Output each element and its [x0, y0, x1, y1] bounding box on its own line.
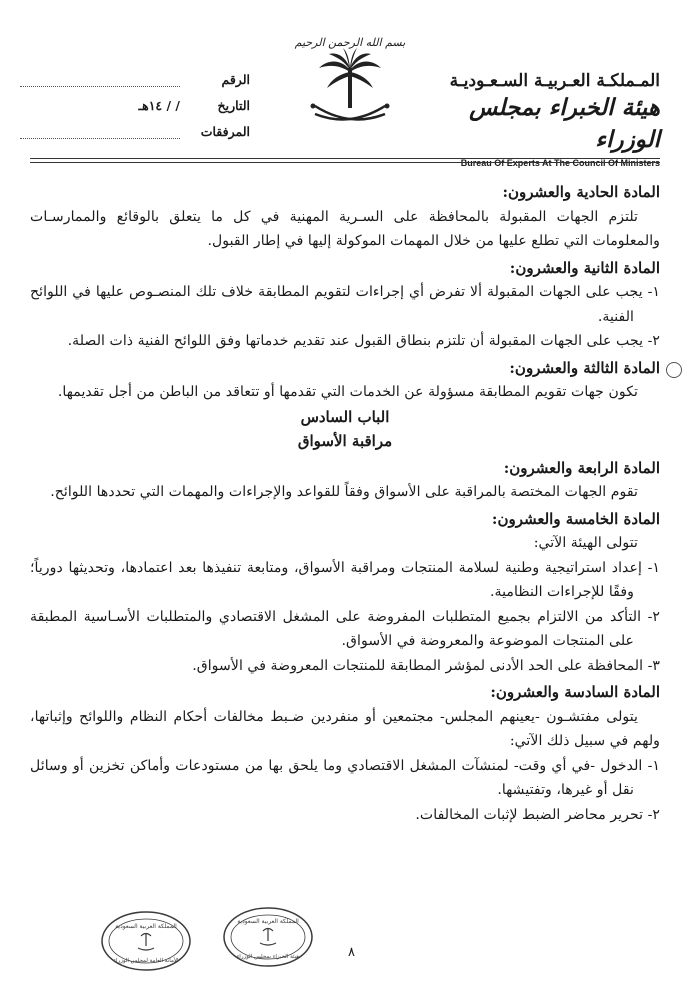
article-22-item-2: ٢- يجب على الجهات المقبولة أن تلتزم بنطاق القبول عند تقديم خدماتها وفق اللوائح الفنية ذات الصلة. [67, 333, 660, 349]
svg-text:الأمانة العامة لمجلس الوزراء: الأمانة العامة لمجلس الوزراء [113, 958, 179, 964]
bureau-seal-icon [222, 906, 314, 968]
saudi-emblem-icon [285, 28, 415, 138]
svg-text:المملكة العربية السعودية: المملكة العربية السعودية [237, 918, 299, 925]
date-label: التاريخ [217, 97, 250, 113]
article-23-title: المادة الثالثة والعشرون: [509, 358, 660, 377]
header-divider [30, 158, 660, 159]
page-number: ٨ [348, 945, 355, 960]
attachments-label: المرفقات [200, 123, 250, 139]
article-26-title: المادة السادسة والعشرون: [490, 683, 660, 701]
bureau-name-ar: هيئة الخبراء بمجلس الوزراء [469, 94, 660, 153]
article-26-item-2: ٢- تحرير محاضر الضبط لإثبات المخالفات. [415, 806, 660, 823]
document-body [30, 178, 660, 827]
ref-label: الرقم [221, 71, 250, 87]
bureau-name-en: Bureau Of Experts At The Council Of Ministers [460, 158, 660, 168]
chapter-title: الباب السادس [300, 407, 390, 426]
article-24-text: تقوم الجهات المختصة بالمراقبة على الأسواق وفقاً للقواعد والإجراءات والمهمات التي تحددها اللوائح. [50, 484, 638, 500]
secretariat-seal-icon [100, 910, 192, 972]
margin-circle-mark [666, 362, 682, 378]
article-25-item-1: ١- إعداد استراتيجية وطنية لسلامة المنتجات ومراقبة الأسواق، ومتابعة تنفيذها بعد اعتمادها، وتحديثها دورياً؛ وفقًا للإجراءات النظامية. [30, 559, 660, 600]
article-24-title: المادة الرابعة والعشرون: [503, 458, 660, 477]
chapter-subtitle: مراقبة الأسواق [297, 432, 393, 450]
svg-text:هيئة الخبراء بمجلس الوزراء: هيئة الخبراء بمجلس الوزراء [236, 954, 300, 960]
article-26-item-1: ١- الدخول -في أي وقت- لمنشآت المشغل الاقتصادي وما يلحق بها من مستودعات وأماكن تخزين أو وسائل نقل أو غيرها، وتفتيشها. [30, 757, 660, 798]
svg-text:المملكة العربية السعودية: المملكة العربية السعودية [115, 923, 177, 930]
article-21-text: تلتزم الجهات المقبولة بالمحافظة على السـرية المهنية في كل ما يتعلق بالوقائع والممارسـات والمعلومات التي تطلع عليها من خلال المهمات الموكولة إليها في إطار القبول. [30, 208, 660, 249]
letterhead [420, 70, 660, 168]
kingdom-name: المـملكـة العـربيـة السـعـوديـة [449, 71, 660, 91]
date-row [20, 92, 250, 118]
attachments-row [20, 118, 250, 144]
ref-row [20, 66, 250, 92]
article-25-title: المادة الخامسة والعشرون: [491, 509, 660, 528]
header-divider-thin [30, 162, 660, 163]
article-25-intro: تتولى الهيئة الآتي: [533, 535, 638, 551]
article-22-item-1: ١- يجب على الجهات المقبولة ألا تفرض أي إجراءات لتقويم المطابقة خلاف تلك المنصـوص عليها في اللوائح الفنية. [30, 284, 660, 325]
basmala: بسم الله الرحمن الرحيم [294, 36, 406, 49]
date-value: / / ١٤هـ [138, 97, 180, 113]
article-23-text: تكون جهات تقويم المطابقة مسؤولة عن الخدمات التي تقدمها أو تتعاقد من الباطن من أجل تقديمها. [57, 384, 638, 400]
reference-fields [20, 66, 250, 144]
article-25-item-2: ٢- التأكد من الالتزام بجميع المتطلبات المفروضة على المشغل الاقتصادي والمتطلبات الأسـاسية المطبقة على المنتجات الموضوعة والمعروضة في الأسواق. [30, 608, 660, 649]
article-22-title: المادة الثانية والعشرون: [509, 258, 660, 277]
article-26-text: يتولى مفتشـون -يعينهم المجلس- مجتمعين أو منفردين ضـبط مخالفات أحكام النظام واللوائح وإثباتها، ولهم في سبيل ذلك الآتي: [30, 708, 660, 749]
article-25-item-3: ٣- المحافظة على الحد الأدنى لمؤشر المطابقة للمنتجات المعروضة في الأسواق. [192, 657, 660, 674]
article-21-title: المادة الحادية والعشرون: [502, 183, 660, 201]
